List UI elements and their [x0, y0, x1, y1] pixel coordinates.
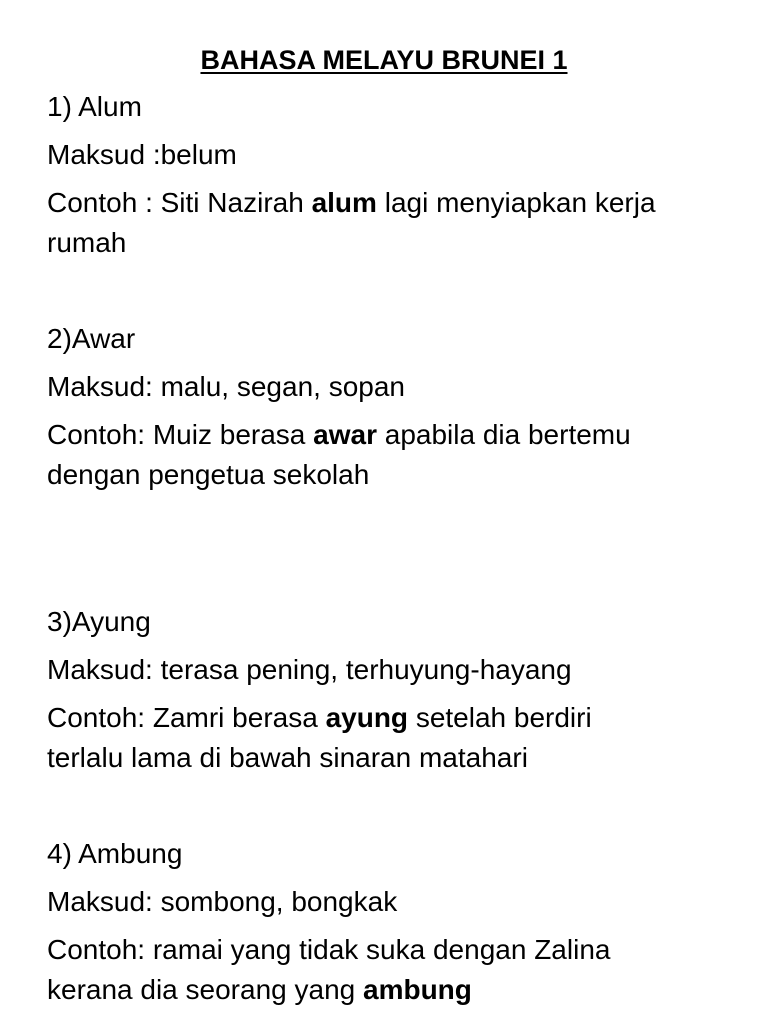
keyword: ayung [325, 702, 409, 733]
contoh-text: Contoh: Muiz berasa [47, 419, 314, 450]
entry-3-contoh-line-2 [47, 738, 747, 778]
contoh-text: apabila dia bertemu [376, 419, 631, 450]
entry-1-heading: 1) Alum [47, 91, 142, 122]
contoh-text: lagi menyiapkan kerja [376, 187, 656, 218]
contoh-text: dengan pengetua sekolah [47, 459, 370, 490]
contoh-text: setelah berdiri [408, 702, 592, 733]
contoh-text: Contoh : Siti Nazirah [47, 187, 312, 218]
contoh-text: terlalu lama di bawah sinaran matahari [47, 742, 528, 773]
entry-3-contoh-line-1 [47, 698, 747, 738]
page-title: BAHASA MELAYU BRUNEI 1 [200, 45, 568, 75]
entry-2-contoh-line-1 [47, 415, 747, 455]
contoh-text: rumah [47, 227, 127, 258]
entry-4-contoh-line-2 [47, 970, 747, 1010]
keyword: ambung [363, 974, 472, 1005]
entry-2-contoh-line-2 [47, 455, 747, 495]
entry-4-contoh-line-1 [47, 930, 747, 970]
entry-1-contoh-line-2 [47, 223, 747, 263]
contoh-text: Contoh: Zamri berasa [47, 702, 326, 733]
entry-3-maksud: Maksud: terasa pening, terhuyung-hayang [47, 654, 572, 685]
keyword: awar [313, 419, 377, 450]
entry-4-heading: 4) Ambung [47, 838, 183, 869]
entry-1-contoh-line-1 [47, 183, 747, 223]
entry-2-maksud: Maksud: malu, segan, sopan [47, 371, 405, 402]
entry-4-maksud: Maksud: sombong, bongkak [47, 886, 398, 917]
entry-2-heading: 2)Awar [47, 323, 136, 354]
entry-3-heading: 3)Ayung [47, 606, 151, 637]
entry-1-maksud: Maksud :belum [47, 139, 237, 170]
contoh-text: kerana dia seorang yang [47, 974, 363, 1005]
contoh-text: Contoh: ramai yang tidak suka dengan Zalina [47, 934, 611, 965]
keyword: alum [311, 187, 377, 218]
